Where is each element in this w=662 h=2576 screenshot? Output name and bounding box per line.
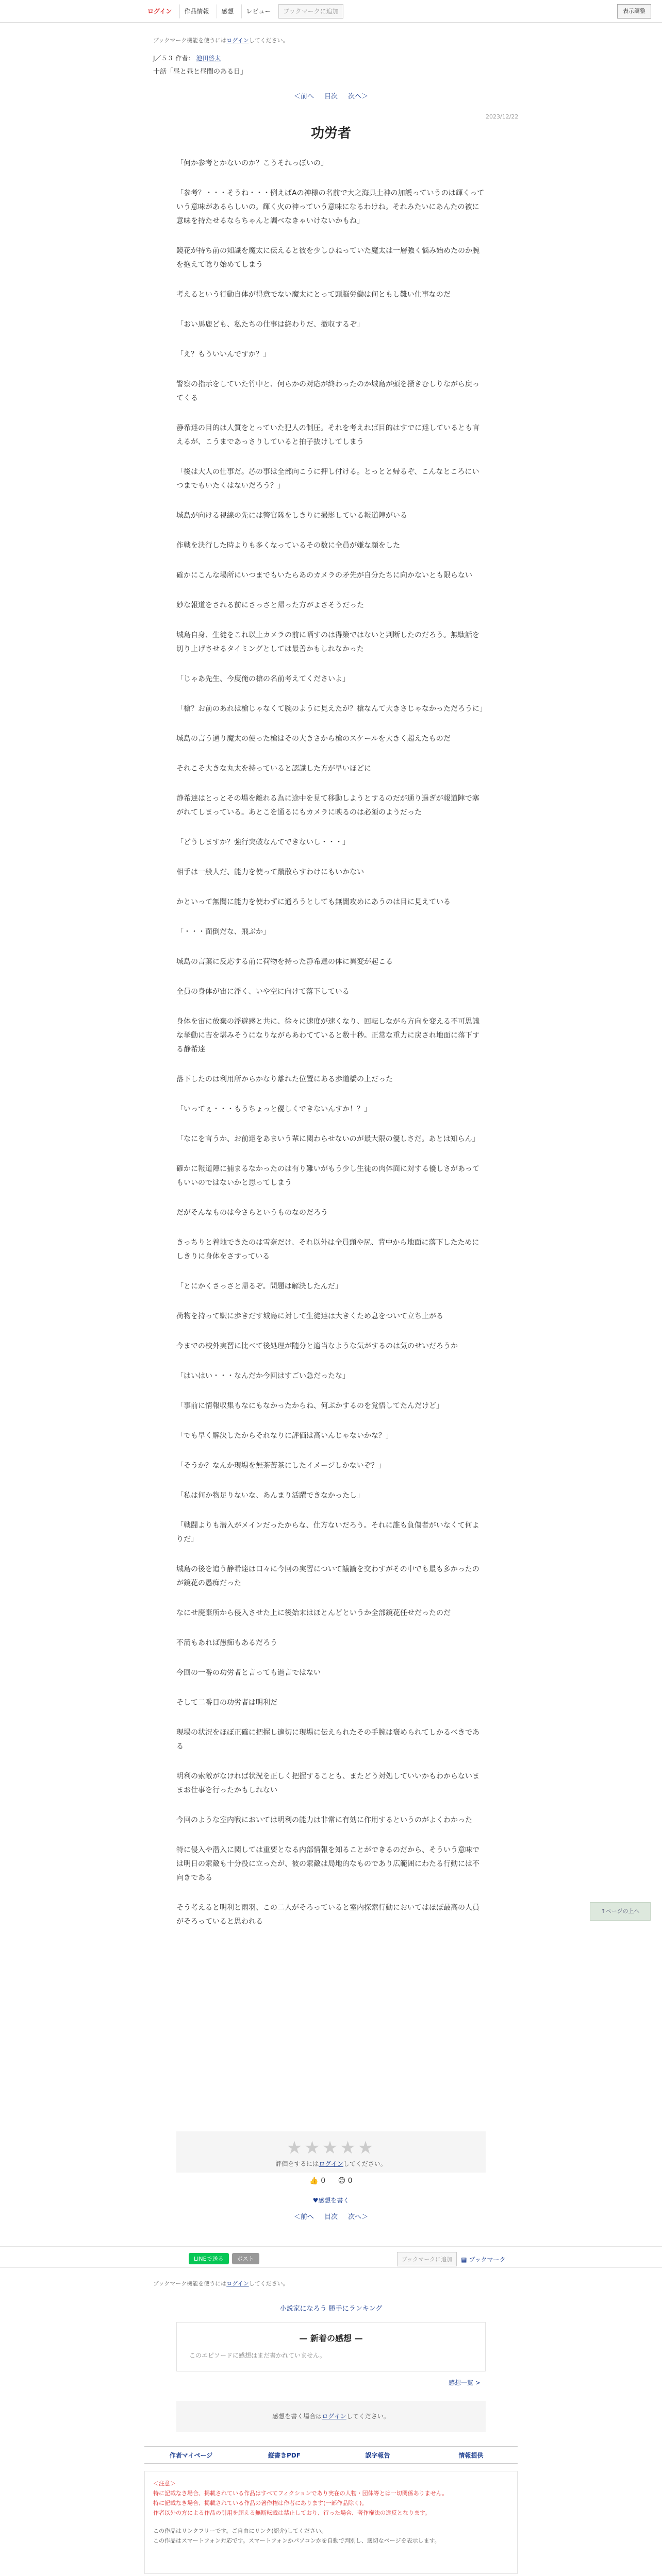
- body-paragraph: 全員の身体が宙に浮く、いや空に向けて落下している: [176, 988, 350, 996]
- series-title: 十話「昼と昼と昼間のある日」: [153, 68, 247, 76]
- bookmark-notice: ブックマーク機能を使うにはログインしてください。: [153, 37, 289, 44]
- rating-login-link[interactable]: ログイン: [319, 2160, 343, 2167]
- index-link-bottom[interactable]: 目次: [324, 2213, 338, 2221]
- caution-note: この作品はリンクフリーです。ご自由にリンク(紹介)してください。: [153, 2528, 327, 2534]
- body-paragraph: 「槍？お前のあれは槍じゃなくて腕のように見えたが？槍なんて大きさじゃなかっただろうに」: [176, 705, 487, 713]
- body-paragraph: 今回のような室内戦においては明利の能力は非常に有効に作用するというのがよくわかった: [176, 1816, 472, 1824]
- body-paragraph: 荷物を持って駅に歩きだす城島に対して生徒達は大きくため息をついて立ち上がる: [176, 1312, 443, 1320]
- body-paragraph: きっちりと着地できたのは雪奈だけ、それ以外は全員頭や尻、背中から地面に落下したためにしきりに身体をさすっている: [176, 1239, 479, 1261]
- body-paragraph: 不満もあれば愚痴もあるだろう: [176, 1639, 277, 1647]
- body-paragraph: 静希達の目的は人質をとっていた犯人の制圧。それを考えれば目的はすでに達しているとも言えるが、こうまであっさりしていると拍子抜けしてしまう: [176, 424, 480, 446]
- body-paragraph: 城島が向ける視線の先には警官隊をしきりに撮影している報道陣がいる: [176, 512, 407, 520]
- body-paragraph: 「いってぇ・・・もうちょっと優しくできないんすか！？」: [176, 1105, 371, 1113]
- rating-stars[interactable]: ★★★★★: [286, 2138, 376, 2158]
- body-paragraph: 「私は何か物足りないな、あんまり活躍できなかったし」: [176, 1492, 364, 1500]
- header-nav: [143, 4, 343, 19]
- body-paragraph: 「事前に情報収集もなにもなかったからね、何ぶかするのを覚悟してたんだけど」: [176, 1402, 443, 1410]
- body-paragraph: 今回の一番の功労者と言っても過言ではない: [176, 1669, 321, 1677]
- impression-list-link[interactable]: 感想一覧 >: [449, 2379, 481, 2386]
- login-button[interactable]: ログイン: [147, 8, 172, 15]
- body-paragraph: 明利の索敵がなければ状況を正しく把握することも、またどう対処していいかもわからないままお仕事を行ったかもしれない: [176, 1772, 479, 1794]
- prev-link-bottom[interactable]: ＜前へ: [293, 2213, 314, 2221]
- body-paragraph: 警察の指示をしていた竹中と、何らかの対応が終わったのか城島が頭を掻きむしりながら戻ってくる: [176, 380, 479, 402]
- caution-line: 特に記載なき場合、掲載されている作品はすべてフィクションであり実在の人物・団体等とは一切関係ありません。: [153, 2490, 448, 2497]
- typo-report-link[interactable]: 誤字報告: [365, 2452, 390, 2459]
- body-paragraph: 「でも早く解決したからそれなりに評価は高いんじゃないかな？」: [176, 1432, 393, 1440]
- bookmark-link[interactable]: ▦ ブックマーク: [461, 2256, 506, 2263]
- login-link-bottom[interactable]: ログイン: [226, 2280, 249, 2287]
- body-paragraph: 考えるという行動自体が得意でない魔太にとって頭脳労働は何ともし難い仕事なのだ: [176, 291, 451, 299]
- caution-note: この作品はスマートフォン対応です。スマートフォンかパソコンかを自動で判別し、適切なページを表示します。: [153, 2537, 440, 2544]
- body-paragraph: かといって無闇に能力を使わずに通ろうとしても無闇攻めにあうのは目に見えている: [176, 898, 451, 906]
- rating-note: 評価をするにはログインしてください。: [275, 2160, 387, 2167]
- body-paragraph: 特に侵入や潜入に関しては重要となる内部情報を知ることができるのだから、そういう意味では明日の索敵も十分役に立ったが、彼の索敵は局地的なものであり広範囲にわたる行動には不向きである: [176, 1846, 479, 1882]
- reaction-smile[interactable]: 😊 0: [338, 2177, 353, 2185]
- vertical-pdf-link[interactable]: 縦書きPDF: [268, 2452, 301, 2459]
- episode-number: J／５３: [153, 55, 174, 62]
- info-provide-link[interactable]: 情報提供: [458, 2452, 484, 2459]
- author-mypage-link[interactable]: 作者マイページ: [169, 2452, 213, 2459]
- body-paragraph: 現場の状況をほぼ正確に把握し適切に現場に伝えられたその手腕は褒められてしかるべきである: [176, 1728, 479, 1751]
- body-paragraph: 静希達はとっとその場を離れる為に途中を見て移動しようとするのだが通り過ぎが報道陣で塞がれてしまっている。あとこを通るにもカメラに映るのは必須のようだった: [176, 794, 479, 817]
- impression-link[interactable]: 感想: [217, 4, 238, 19]
- body-paragraph: そして二番目の功労者は明利だ: [176, 1699, 277, 1707]
- bookmark-notice-bottom: ブックマーク機能を使うにはログインしてください。: [153, 2280, 289, 2287]
- body-paragraph: そう考えると明利と雨羽、この二人がそろっていると室内探索行動においてはほぼ最高の人員がそろっていると思われる: [176, 1904, 479, 1926]
- footer-links: [144, 2446, 518, 2464]
- new-impressions-empty: このエピソードに感想はまだ書かれていません。: [189, 2352, 326, 2359]
- novel-body: [176, 157, 486, 1945]
- body-paragraph: 城島の言葉に反応する前に荷物を持った静希達の体に異変が起こる: [176, 958, 393, 966]
- body-paragraph: 「参考？・・・そうね・・・例えばAの神様の名前で大之海具土神の加護っていうのは輝くっていう意味があるらしいの。輝く火の神っていう意味になるわけね。それみたいにあんたの被に意味を持たせるならちゃんと調べなきゃいけないかもね」: [176, 189, 485, 225]
- review-link[interactable]: レビュー: [241, 4, 275, 19]
- body-paragraph: 城島の言う通り魔太の使った槍はその大きさから槍のスケールを大きく超えたものだ: [176, 735, 451, 743]
- next-link[interactable]: 次へ＞: [348, 93, 369, 100]
- body-paragraph: 今までの校外実習に比べて後処理が随分と適当なような気がするのは気のせいだろうか: [176, 1342, 458, 1350]
- body-paragraph: 落下したのは利用所からかなり離れた位置にある歩道橋の上だった: [176, 1075, 393, 1083]
- body-paragraph: 「後は大人の仕事だ。芯の事は全部向こうに押し付ける。とっとと帰るぞ、こんなところにいつまでもいたくはないだろう？」: [176, 468, 479, 490]
- prev-link[interactable]: ＜前へ: [293, 93, 314, 100]
- x-post-button[interactable]: ポスト: [232, 2253, 259, 2264]
- body-paragraph: 確かにこんな場所にいつまでもいたらあのカメラの矛先が自分たちに向かないとも限らない: [176, 571, 472, 580]
- index-link[interactable]: 目次: [324, 93, 338, 100]
- author-link[interactable]: 池田啓太: [196, 55, 221, 62]
- header: [0, 0, 662, 23]
- pager-bottom: [0, 2211, 662, 2221]
- reactions: [0, 2177, 662, 2185]
- page-top-button[interactable]: ↑ページの上へ: [590, 1902, 651, 1921]
- body-paragraph: 「とにかくさっさと帰るぞ。問題は解決したんだ」: [176, 1282, 342, 1291]
- body-paragraph: 相手は一般人だ、能力を使って蹴散らすわけにもいかない: [176, 868, 364, 876]
- line-share-button[interactable]: LINEで送る: [189, 2253, 229, 2264]
- body-paragraph: それこそ大きな丸太を持っていると認識した方が早いほどに: [176, 765, 371, 773]
- rating-box: [176, 2131, 486, 2173]
- body-paragraph: 「え？もういいんですか？」: [176, 350, 270, 359]
- body-paragraph: 鏡花が持ち前の知識を魔太に伝えると彼を少しひねっていた魔太は一層強く悩み始めたのか腕を抱えて唸り始めてしまう: [176, 247, 479, 269]
- body-paragraph: 作戦を決行した時よりも多くなっているその数に全員が嫌な顔をした: [176, 541, 400, 550]
- body-paragraph: 身体を宙に放棄の浮遊感と共に、徐々に速度が速くなり、回転しながら方向を変える不可思議な挙動に吉を堪みそうになりながらあわてていると数十秒。正常な重力に戻され地面に落下する静希達: [176, 1018, 479, 1054]
- body-paragraph: 妙な報道をされる前にさっさと帰った方がよさそうだった: [176, 601, 364, 609]
- body-paragraph: 「はいはい・・・なんだか今回はすごい急だったな」: [176, 1372, 350, 1380]
- body-paragraph: 「・・・面倒だな、飛ぶか」: [176, 928, 270, 936]
- work-info-link[interactable]: 作品情報: [179, 4, 213, 19]
- body-paragraph: 城島自身、生徒をこれ以上カメラの前に晒すのは得策ではないと判断したのだろう。無駄話を切り上げさせるタイミングとしては最善かもしれなかった: [176, 631, 479, 653]
- bookmark-controls: [397, 2252, 506, 2266]
- body-paragraph: 「じゃあ先生、今度俺の槍の名前考えてくださいよ」: [176, 675, 350, 683]
- body-paragraph: 「なにを言うか、お前達をあまいう輩に関わらせないのが最大限の優しさだ。あとは知らん」: [176, 1135, 479, 1143]
- post-date: 2023/12/22: [486, 113, 519, 120]
- body-paragraph: なにせ廃棄所から侵入させた上に後始末はほとんどというか全部鏡花任せだったのだ: [176, 1609, 451, 1617]
- ranking-link[interactable]: 小説家になろう 勝手にランキング: [279, 2305, 383, 2313]
- body-paragraph: 「おい馬鹿ども、私たちの仕事は終わりだ、撤収するぞ」: [176, 320, 364, 329]
- caution-line: 特に記載なき場合、掲載されている作品の著作権は作者にあります(一部作品除く)。: [153, 2500, 368, 2506]
- body-paragraph: 「何か参考とかないのか？こうそれっぽいの」: [176, 159, 328, 167]
- share-bar: [0, 2246, 662, 2268]
- body-paragraph: だがそんなものは今さらというものなのだろう: [176, 1209, 328, 1217]
- caution-line: 作者以外の方による作品の引用を超える無断転載は禁止しており、行った場合、著作権法の違反となります。: [153, 2510, 431, 2516]
- add-bookmark-button-bottom[interactable]: ブックマークに追加: [397, 2252, 457, 2266]
- new-impressions-box: [176, 2322, 486, 2371]
- next-link-bottom[interactable]: 次へ＞: [348, 2213, 369, 2221]
- episode-meta: J／５３ 作者： 池田啓太: [153, 55, 221, 62]
- pager-top: [0, 91, 662, 100]
- body-paragraph: 「どうしますか？強行突破なんてできないし・・・」: [176, 838, 350, 846]
- write-login-link[interactable]: ログイン: [322, 2413, 346, 2420]
- login-link[interactable]: ログイン: [226, 37, 249, 44]
- body-paragraph: 城島の後を追う静希達は口々に今回の実習について議論を交わすがその中でも最も多かったのが鏡花の愚痴だった: [176, 1565, 479, 1587]
- write-impression-box: 感想を書く場合はログインしてください。: [176, 2401, 486, 2432]
- body-paragraph: 「戦闘よりも潜入がメインだったからな、仕方ないだろう。それに誰も負傷者がいなくて何よりだ」: [176, 1521, 479, 1544]
- display-settings-button[interactable]: 表示調整: [617, 4, 651, 19]
- body-paragraph: 確かに報道陣に捕まるなかったのは有り難いがもう少し生徒の肉体面に対する優しさがあってもいいのではないかと思ってしまう: [176, 1165, 479, 1187]
- add-bookmark-button[interactable]: ブックマークに追加: [278, 4, 343, 19]
- new-impressions-heading: — 新着の感想 —: [299, 2333, 363, 2343]
- share-buttons: [189, 2253, 259, 2264]
- caution-heading: ＜注意＞: [153, 2480, 176, 2487]
- episode-title: 功労者: [310, 126, 351, 141]
- caution-box: [144, 2471, 518, 2574]
- reaction-thumbs[interactable]: 👍 0: [309, 2177, 326, 2185]
- write-impression-link[interactable]: ♥感想を書く: [312, 2197, 350, 2204]
- body-paragraph: 「そうか？なんか現場を無茶苦茶にしたイメージしかないぞ？」: [176, 1462, 386, 1470]
